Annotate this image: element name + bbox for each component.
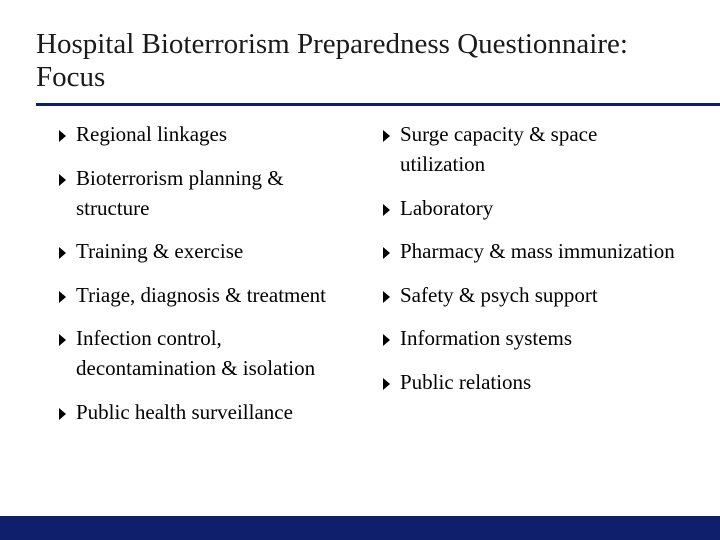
bullet-text: Triage, diagnosis & treatment [76, 282, 327, 307]
triangle-right-icon [383, 247, 390, 259]
bullet-item [382, 280, 682, 310]
footer-bar [0, 516, 720, 540]
triangle-right-icon [383, 204, 390, 216]
bullet-item [382, 323, 682, 353]
bullet-text: Laboratory [400, 195, 494, 220]
triangle-right-icon [383, 130, 390, 142]
slide-title: Hospital Bioterrorism Preparedness Questionnaire: Focus [36, 28, 628, 93]
triangle-right-icon [59, 408, 66, 420]
bullet-text: Bioterrorism planning & structure [76, 165, 284, 220]
bullet-item [58, 236, 358, 266]
bullet-item [382, 119, 682, 179]
bullet-text: Public relations [400, 369, 532, 394]
triangle-right-icon [59, 130, 66, 142]
bullet-text: Public health surveillance [76, 399, 293, 424]
bullet-item [58, 280, 358, 310]
bullet-text: Surge capacity & space utilization [400, 122, 598, 176]
title-divider [36, 103, 720, 106]
bullet-text: Pharmacy & mass immunization [400, 239, 675, 263]
bullet-item [58, 119, 358, 149]
right-bullet-list [382, 119, 682, 410]
bullet-item [58, 163, 358, 223]
bullet-item [382, 236, 682, 266]
triangle-right-icon [383, 334, 390, 346]
bullet-item [382, 367, 682, 397]
bullet-text: Safety & psych support [400, 282, 598, 307]
bullet-text: Regional linkages [76, 122, 228, 146]
triangle-right-icon [59, 291, 66, 303]
triangle-right-icon [59, 247, 66, 259]
triangle-right-icon [383, 291, 390, 303]
bullet-text: Infection control, decontamination & isolation [76, 326, 316, 380]
bullet-item [382, 193, 682, 223]
bullet-item [58, 397, 358, 427]
triangle-right-icon [383, 378, 390, 390]
left-bullet-list [58, 119, 358, 440]
triangle-right-icon [59, 334, 66, 346]
triangle-right-icon [59, 174, 66, 186]
bullet-item [58, 323, 358, 383]
bullet-text: Training & exercise [76, 239, 244, 263]
bullet-text: Information systems [400, 326, 573, 350]
